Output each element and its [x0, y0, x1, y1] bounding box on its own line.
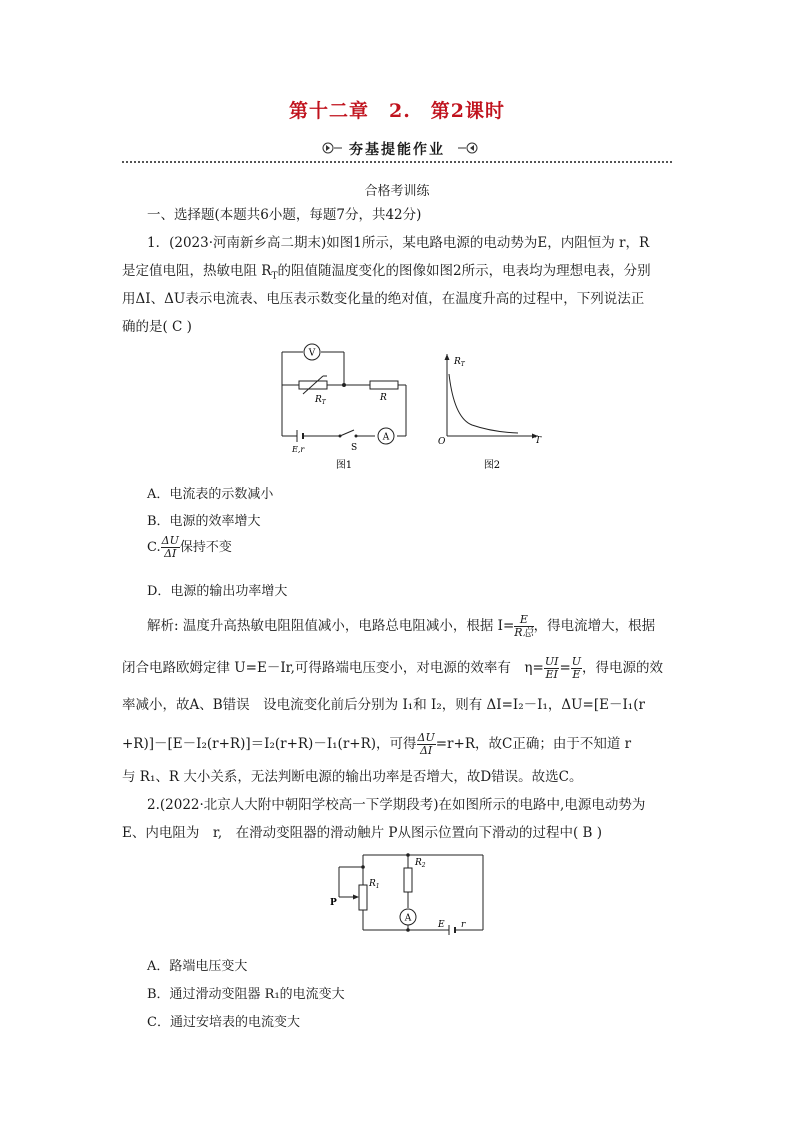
analysis-line5: 与 R₁、R 大小关系，无法判断电源的输出功率是否增大，故D错误。故选C。: [122, 769, 583, 785]
r1-label: $R_1$: [369, 879, 380, 890]
e-label: E: [438, 920, 445, 930]
q1-option-a: A．电流表的示数减小: [147, 487, 274, 502]
q1-option-c: C. $\frac{\Delta U}{\Delta I}$ 保持不变: [147, 534, 232, 560]
figure-2-graph: [432, 348, 547, 475]
analysis-line1: 解析: 温度升高热敏电阻阻值减小，电路总电阻减小，根据 I= $\frac{E}{\text{R总}}$ ，得电流增大，根据: [147, 613, 656, 639]
q2-option-b: B．通过滑动变阻器 R₁的电流变大: [147, 987, 345, 1002]
q2-option-c: C．通过安培表的电流变大: [147, 1015, 300, 1030]
figure-q2-circuit: [325, 850, 490, 940]
switch-label: S: [351, 443, 358, 453]
section-title: 合格考训练: [364, 184, 430, 199]
ammeter-label: A: [382, 432, 390, 443]
banner-title: 夯基提能作业: [349, 142, 445, 158]
rt-label: $R_T$: [315, 395, 326, 406]
q2-line2: E、内电阻为 r, 在滑动变阻器的滑动触片 P从图示位置向下滑动的过程中( B ): [122, 825, 603, 841]
q2-ammeter-label: A: [404, 913, 412, 924]
q1-line2: 是定值电阻，热敏电阻 $R_T$的阻值随温度变化的图像如图2所示，电表均为理想电表，分别: [122, 263, 651, 282]
dotted-divider: [122, 161, 672, 163]
analysis-line2: 闭合电路欧姆定律 U=E－Ir,可得路端电压变小，对电源的效率有 η= $\frac{UI}{EI}$ = $\frac{U}{E}$ ，得电源的效: [122, 655, 664, 681]
origin-label: O: [438, 437, 446, 447]
part-heading: 一、选择题(本题共6小题，每题7分，共42分): [147, 207, 422, 223]
analysis-line4: +R)]－[E－I₂(r+R)]＝I₂(r+R)－I₁(r+R)，可得 $\frac{\Delta U}{\Delta I}$ =r+R，故C正确；由于不知道 r: [122, 731, 632, 757]
q2-option-a: A．路端电压变大: [147, 959, 248, 974]
voltmeter-label: V: [308, 348, 316, 359]
r-internal-label: r: [461, 920, 466, 930]
figure-1-caption: 图1: [335, 460, 353, 471]
q1-line3: 用ΔI、ΔU表示电流表、电压表示数变化量的绝对值，在温度升高的过程中，下列说法正: [122, 291, 645, 307]
figure-2-caption: 图2: [483, 460, 501, 471]
q1-line1: 1．(2023·河南新乡高二期末)如图1所示，某电路电源的电动势为E，内阻恒为 r，R: [147, 235, 650, 251]
r-label: R: [380, 393, 387, 403]
source-label: E,r: [292, 445, 305, 454]
q1-line4: 确的是( C ): [122, 319, 192, 335]
x-axis-label: T: [535, 436, 542, 446]
q2-line1: 2.(2022·北京人大附中朝阳学校高一下学期段考)在如图所示的电路中,电源电动势为: [147, 797, 646, 813]
p-label: P: [330, 898, 337, 908]
analysis-line3: 率减小，故A、B错误 设电流变化前后分别为 I₁和 I₂，则有 ΔI=I₂－I₁，ΔU=[E－I₁(r: [122, 697, 645, 713]
q1-option-d: D．电源的输出功率增大: [147, 584, 288, 599]
chapter-title: 第十二章 2. 第2课时: [288, 100, 506, 122]
figure-1-circuit: [272, 340, 412, 475]
q1-option-b: B．电源的效率增大: [147, 514, 261, 529]
r2-label: $R_2$: [415, 858, 426, 869]
y-axis-label: $R_T$: [454, 357, 465, 368]
